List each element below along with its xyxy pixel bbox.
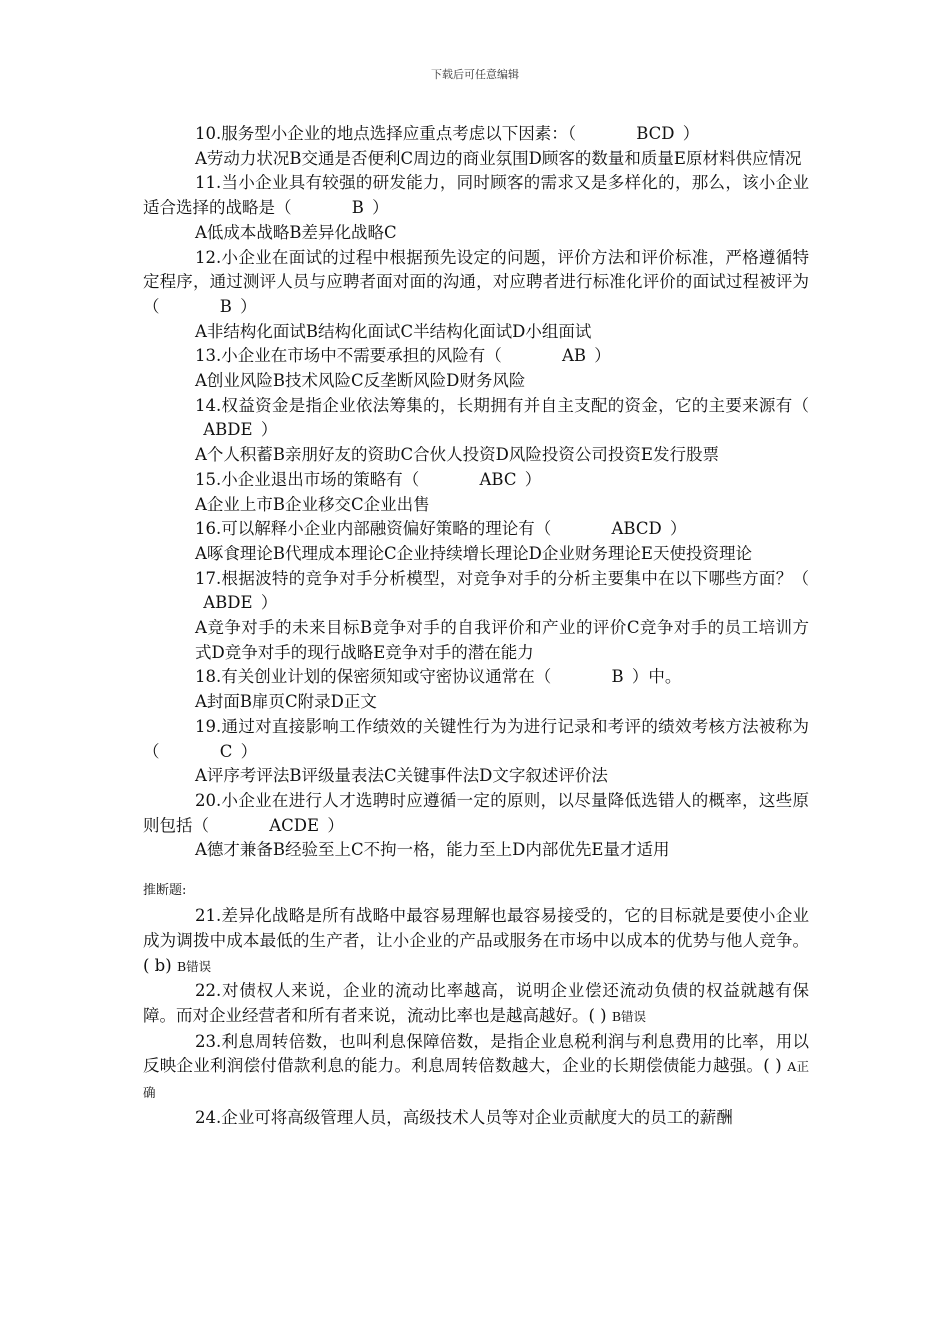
question-text-end: ） (240, 741, 258, 761)
judgment-result: A正确 (143, 1059, 809, 1101)
judgment-result: B错误 (611, 1008, 647, 1024)
question-text: 15.小企业退出市场的策略有（ (195, 469, 420, 489)
judgment-item (143, 979, 809, 1029)
question-answer: BCD (636, 124, 675, 143)
question-stem (143, 122, 809, 147)
question-text: 17.根据波特的竞争对手分析模型，对竞争对手的分析主要集中在以下哪些方面？（ (195, 568, 809, 588)
question-options: A创业风险B技术风险C反垄断风险D财务风险 (195, 371, 526, 391)
question-answer: AB (562, 346, 587, 366)
question-text: 18.有关创业计划的保密须知或守密协议通常在（ (195, 667, 552, 687)
question-stem (143, 715, 809, 764)
question-answer: ABC (479, 469, 517, 489)
question-options: A啄食理论B代理成本理论C企业持续增长理论D企业财务理论E天使投资理论 (195, 543, 752, 563)
judgment-result: B错误 (176, 958, 212, 974)
question-text: 20.小企业在进行人才选聘时应遵循一定的原则，以尽量降低选错人的概率，这些原则包括（ (143, 790, 809, 835)
question-answer: ABDE (203, 420, 253, 440)
question-stem (143, 567, 809, 616)
page-header: 下载后可任意编辑 (431, 68, 519, 81)
judgment-text: 23.利息周转倍数，也叫利息保障倍数，是指企业息税利润与利息费用的比率，用以反映企业利润偿付借款利息的能力。利息周转倍数越大，企业的长期偿债能力越强。( ) (143, 1031, 809, 1076)
question-options: A封面B扉页C附录D正文 (195, 692, 377, 712)
question-stem (143, 468, 809, 493)
question-options: A个人积蓄B亲朋好友的资助C合伙人投资D风险投资公司投资E发行股票 (195, 445, 719, 465)
multiple-choice-section (143, 122, 809, 863)
question-options: A德才兼备B经验至上C不拘一格，能力至上D内部优先E量才适用 (195, 840, 670, 860)
question-text: 14.权益资金是指企业依法筹集的，长期拥有并自主支配的资金，它的主要来源有（ (195, 395, 809, 415)
question-options: A评序考评法B评级量表法C关键事件法D文字叙述评价法 (195, 766, 608, 786)
judgment-item (143, 1106, 809, 1132)
question-text-end: ） (372, 198, 389, 218)
question-text-end: ） (260, 593, 278, 613)
question-text-end: ） (260, 420, 278, 440)
question-options: A劳动力状况B交通是否便利C周边的商业氛围D顾客的数量和质量E原材料供应情况 (195, 148, 802, 168)
question-answer: ABDE (203, 593, 253, 613)
question-answer: ACDE (269, 815, 320, 835)
question-answer: B (351, 198, 364, 218)
question-stem (143, 171, 809, 220)
question-answer: ABCD (611, 519, 662, 539)
question-options: A非结构化面试B结构化面试C半结构化面试D小组面试 (195, 321, 592, 341)
question-text-end: ） (327, 815, 344, 835)
judgment-text: 24.企业可将高级管理人员，高级技术人员等对企业贡献度大的员工的薪酬 (195, 1107, 733, 1127)
question-options: A竞争对手的未来目标B竞争对手的自我评价和产业的评价C竞争对手的员工培训方式D竞争对手的现行战略E竞争对手的潜在能力 (195, 618, 809, 662)
question-answer: B (611, 667, 624, 687)
judgment-section-label: 推断题: (143, 883, 187, 899)
question-answer: C (219, 741, 233, 761)
question-text-end: ） (682, 124, 700, 143)
question-text-end: ） (240, 296, 257, 316)
question-text-end: ） (594, 346, 611, 366)
question-options: A低成本战略B差异化战略C (195, 222, 397, 242)
judgment-text: 21.差异化战略是所有战略中最容易理解也最容易接受的，它的目标就是要使小企业成为调拨中成本最低的生产者，让小企业的产品或服务在市场中以成本的优势与他人竞争。( b) (143, 906, 809, 975)
judgment-text: 22.对债权人来说，企业的流动比率越高，说明企业偿还流动负债的权益就越有保障。而对企业经营者和所有者来说，流动比率也是越高越好。( ) (143, 981, 809, 1025)
judgment-item (143, 1030, 809, 1106)
question-text: 11.当小企业具有较强的研发能力，同时顾客的需求又是多样化的，那么，该小企业适合选择的战略是（ (143, 173, 809, 218)
question-options: A企业上市B企业移交C企业出售 (195, 494, 430, 514)
question-stem (143, 344, 809, 369)
question-text: 13.小企业在市场中不需要承担的风险有（ (195, 346, 502, 366)
question-text: 10.服务型小企业的地点选择应重点考虑以下因素：（ (195, 124, 576, 143)
question-text-end: ） (669, 519, 687, 539)
question-stem (143, 517, 809, 542)
question-text-end: ） (524, 469, 542, 489)
question-stem (143, 394, 809, 443)
document-body (143, 122, 809, 1131)
question-stem (143, 789, 809, 838)
question-text: 12.小企业在面试的过程中根据预先设定的问题，评价方法和评价标准，严格遵循特定程序，通过测评人员与应聘者面对面的沟通，对应聘者进行标准化评价的面试过程被评为（ (143, 247, 809, 316)
judgment-section (143, 904, 809, 1131)
question-stem (143, 665, 809, 690)
judgment-item (143, 904, 809, 979)
question-answer: B (219, 296, 232, 316)
question-text: 16.可以解释小企业内部融资偏好策略的理论有（ (195, 519, 552, 539)
question-stem (143, 246, 809, 320)
question-text: 19.通过对直接影响工作绩效的关键性行为为进行记录和考评的绩效考核方法被称为（ (143, 716, 809, 761)
question-text-end: ）中。 (631, 667, 682, 687)
